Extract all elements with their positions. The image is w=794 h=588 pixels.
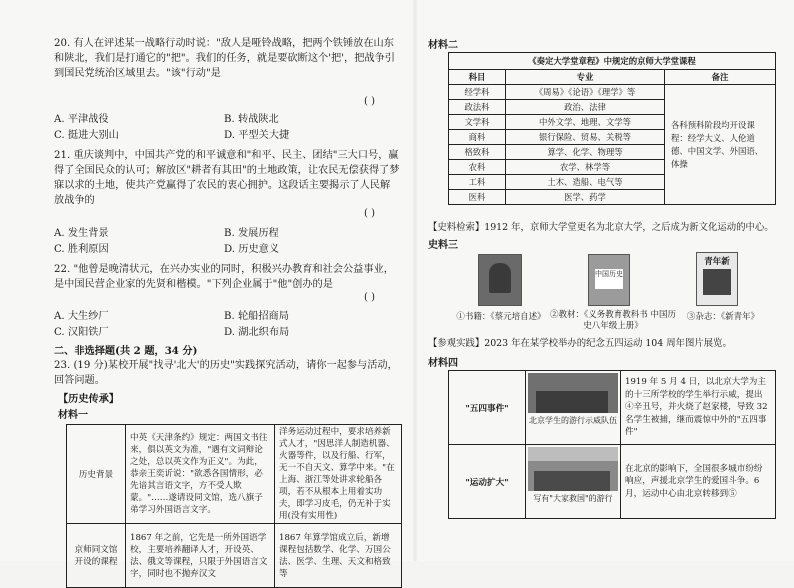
option-a[interactable]: A. 大生纱厂 [54,311,109,322]
option-a[interactable]: A. 发生背景 [54,228,109,239]
book-caption-3: ③杂志：《新青年》 [686,312,760,322]
crowd-shape [534,471,610,491]
background-treaty-cell: 中英《天津条约》规定：两国文书往来，俱以英文为准，"遇有文词辩论之处，总以英文作为正义"。为此，恭亲王奕䜣说："欲悉各国情形，必先谙其言语文字，方不受人欺蒙。"……遂请设同文馆，选八旗子弟学习外国语言文字。 [126,425,275,524]
subject-cell: 医科 [449,190,506,205]
question-21-options-row2 [54,242,279,257]
question-20-options-row2 [54,128,400,143]
photo-caption-1: 北京学生的游行示威队伍 [529,416,617,425]
subject-cell: 经学科 [449,85,506,100]
question-22-options-row1 [54,309,289,324]
textbook-cover [588,254,630,306]
photo-cell-1 [526,371,621,445]
row-label-may-fourth: "五四事件" [449,371,526,445]
source-check-text: 【史料检索】1912 年，京师大学堂更名为北京大学，之后成为新文化运动的中心。 [428,222,774,233]
book-caption-2: ②教材：《义务教育教科书 中国历史八年级上册》 [550,310,676,331]
question-20-options-row1 [54,112,400,127]
background-westernization-cell: 洋务运动过程中，要求培养新式人才，"因思洋人制造机器、火器等件，以及行船、行军，无一不自天文、算学中来。"在上海、浙江等处讲求轮船各项，若不从根本上用着实功夫，即学习皮毛，仍无补于实用(没有实用性) [275,425,402,524]
subject-cell: 工科 [449,175,506,190]
material-2-label: 材料二 [428,40,458,51]
magazine-cover-new-youth [696,252,738,306]
row-label-expansion: "运动扩大" [449,445,526,519]
question-22-options-row2 [54,325,289,340]
major-cell: 土木、造船、电气等 [506,175,665,190]
option-d[interactable]: D. 湖北织布局 [224,327,290,338]
subject-cell: 农科 [449,160,506,175]
book-caption-1: ①书籍：《蔡元培自述》 [456,312,546,322]
protest-photo [528,373,618,413]
history-heritage-tag: 【历史传承】 [58,393,120,405]
option-c[interactable]: C. 胜利原因 [54,244,109,255]
material-4-table [448,370,776,519]
table-title: 《奏定大学堂章程》中规定的京师大学堂课程 [449,53,776,70]
option-c[interactable]: C. 汉阳铁厂 [54,327,109,338]
subject-cell: 政法科 [449,100,506,115]
magazine-art [703,269,731,295]
subject-cell: 格致科 [449,145,506,160]
magazine-title: 青年新 [704,257,730,267]
photo-caption-2: 写有"大家救国"的游行 [533,494,613,503]
header-note: 备注 [665,70,776,85]
option-d[interactable]: D. 历史意义 [224,244,280,255]
book-cover-cai-yuanpei [478,254,522,306]
option-b[interactable]: B. 转战陕北 [224,114,279,125]
header-major: 专业 [506,70,665,85]
page-fold [412,0,418,561]
material-2-table [448,52,776,205]
crowd-shape [536,391,608,413]
material-1-table [66,424,402,588]
courses-before-1867-cell: 1867 年之前，它先是一所外国语学校，主要培养翻译人才，开设英、法、俄文等课程，只限于外国语言文字，同时也不抛弃汉文 [126,524,275,588]
section-2-heading: 二、非选择题(共 2 题，34 分) [54,345,198,357]
practice-text: 【参观实践】2023 年在某学校举办的纪念五四运动 104 周年图片展览。 [428,338,732,349]
question-22-bracket: ( ) [364,292,375,303]
major-cell: 中外文学、地理、文学等 [506,115,665,130]
question-21-options-row1 [54,226,279,241]
major-cell: 《周易》《论语》《理学》等 [506,85,665,100]
option-b[interactable]: B. 发展历程 [224,228,279,239]
textbook-title: 中国历史 [595,269,623,289]
major-cell: 医学、药学 [506,190,665,205]
question-21-bracket: ( ) [364,208,375,219]
table-row [449,85,776,100]
question-22-stem: 22. "他曾是晚清状元，在兴办实业的同时，积极兴办教育和社会公益事业，是中国民营企业家的先贤和楷模。"下列企业属于"他"创办的是 [54,264,394,290]
major-cell: 算学、化学、物理等 [506,145,665,160]
material-3-label: 史料三 [428,240,458,251]
expansion-description: 在北京的影响下，全国很多城市纷纷响应，声援北京学生的爱国斗争。6 月，运动中心由北京转移到⑤ [621,445,776,519]
question-20-bracket: ( ) [364,96,375,107]
option-d[interactable]: D. 平型关大捷 [224,130,290,141]
major-cell: 政治、法律 [506,100,665,115]
option-c[interactable]: C. 挺进大别山 [54,130,119,141]
row-label-courses: 京师同文馆开设的课程 [67,524,126,588]
row-label-background: 历史背景 [67,425,126,524]
option-b[interactable]: B. 轮船招商局 [224,311,289,322]
subject-cell: 商科 [449,130,506,145]
question-23-stem: 23. (19 分)某校开展"找寻'北大'的历史"实践探究活动，请你一起参与活动，回答问题。 [54,360,398,386]
question-21-stem: 21. 重庆谈判中，中国共产党的和平诚意和"和平、民主、团结"三大口号，赢得了全国民众的认可；解放区"耕者有其田"的土地政策，让农民无偿获得了梦寐以求的土地，使共产党赢得了农民的衷心拥护。这段话主要揭示了人民解放战争的 [54,150,400,206]
major-cell: 农学、林学等 [506,160,665,175]
banner-shape [528,447,618,461]
note-cell: 各科预科阶段均开设课程：经学大义、人伦道德、中国文学、外国语、体操 [665,85,776,205]
portrait-silhouette [489,263,511,293]
subject-cell: 文学科 [449,115,506,130]
material-1-label: 材料一 [58,410,88,421]
header-subject: 科目 [449,70,506,85]
material-4-label: 材料四 [428,358,458,369]
courses-after-1867-cell: 1867 年算学馆成立后，新增课程包括数学、化学、万国公法、医学、生理、天文和格致等 [275,524,402,588]
parade-photo [528,447,618,491]
question-20-stem: 20. 有人在评述某一战略行动时说："敌人是哑铃战略，把两个铁锤放在山东和陕北，我们是打通它的"把"。我们的任务，就是要砍断这个'把'，把战争引到国民党统治区域里去。"该"行动"是 [54,38,395,79]
photo-cell-2 [526,445,621,519]
major-cell: 银行保险、贸易、关税等 [506,130,665,145]
may-fourth-description: 1919 年 5 月 4 日，以北京大学为主的十三所学校的学生举行示威，提出④辛丑号，并火烧了赵家楼，导致 32 名学生被捕，继而震惊中外的"五四事件" [621,371,776,445]
option-a[interactable]: A. 平津战役 [54,114,109,125]
